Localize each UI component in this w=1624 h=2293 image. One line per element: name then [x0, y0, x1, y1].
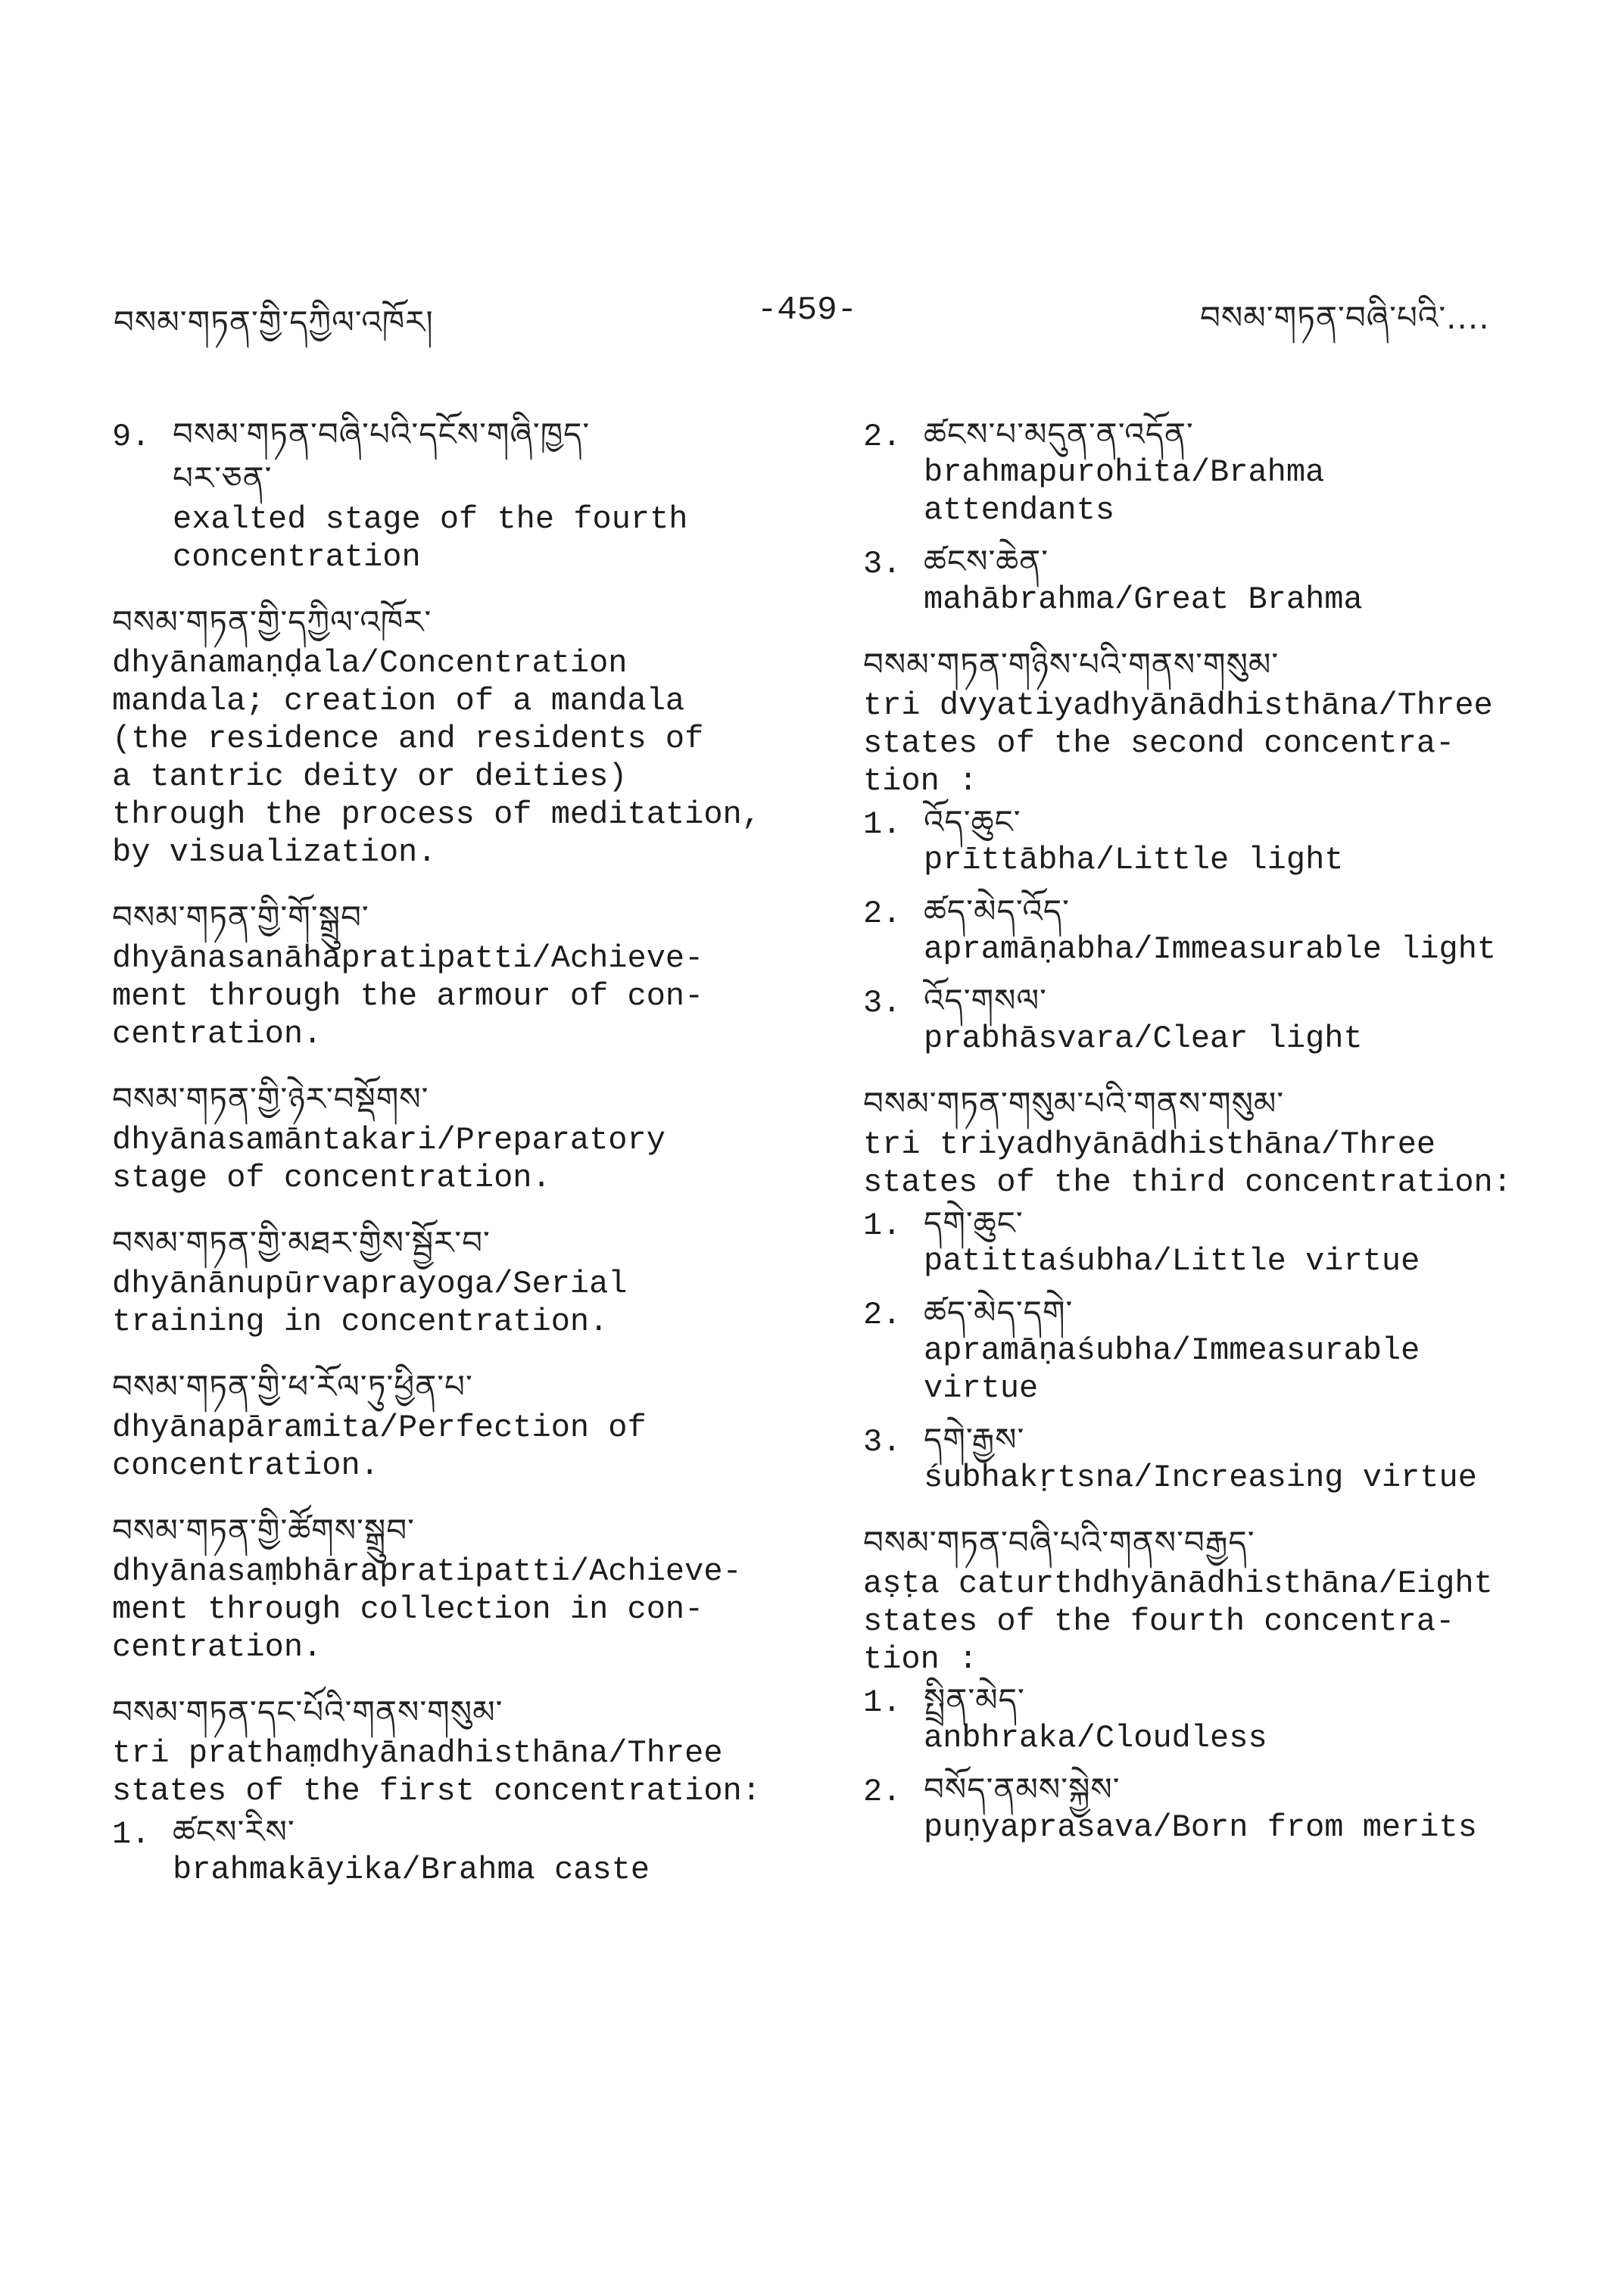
definition: dhyānānupūrvaprayoga/Serial training in concentration.: [112, 1266, 628, 1340]
definition: tri prathaṃdhyānadhisthāna/Three states of the first concentration:: [112, 1735, 761, 1809]
subitem-tibetan: འོད་གསལ་: [924, 982, 1047, 1019]
headword-tibetan: བསམ་གཏན་གྱི་མཐར་གྱིས་སྦྱོར་བ་: [112, 1224, 491, 1261]
headword-tibetan: བསམ་གཏན་གྱི་གོ་སྒྲུབ་: [112, 899, 369, 936]
headword-tibetan: བསམ་གཏན་གྱི་ཚོགས་སྒྲུབ་: [112, 1512, 415, 1549]
definition: dhyānapāramita/Perfection of concentration.: [112, 1410, 647, 1484]
headword-tibetan: བསམ་གཏན་གྱི་ཉེར་བསྡོགས་: [112, 1080, 429, 1117]
item-number: 9.: [112, 419, 151, 455]
item-number: 3.: [863, 1424, 902, 1460]
item-number: 3.: [863, 546, 902, 582]
subitem-definition: patittaśubha/Little virtue: [924, 1243, 1420, 1279]
item-number: 2.: [863, 1774, 902, 1810]
definition: dhyānasamāntakari/Preparatory stage of concentration.: [112, 1122, 665, 1196]
subitem-tibetan: སྤྲིན་མེད་: [924, 1681, 1025, 1718]
subitem-definition: śubhakṛtsna/Increasing virtue: [924, 1460, 1477, 1496]
dictionary-entry: [112, 1221, 793, 1341]
subitem-tibetan: བསོད་ནམས་སྐྱེས་: [924, 1771, 1121, 1808]
headword-tibetan: བསམ་གཏན་བཞི་པའི་གནས་བརྒྱད་: [863, 1524, 1255, 1561]
running-head-right: བསམ་གཏན་བཞི་པའི་....: [1200, 299, 1490, 336]
entry-continuation: [863, 413, 1529, 618]
definition: dhyānamaṇḍala/Concentration mandala; creation of a mandala (the residence and residents of a tantric deity or deities) through the process of meditation, by visualization.: [112, 645, 761, 871]
subitem-tibetan: ཚད་མེད་དགེ་: [924, 1294, 1074, 1331]
subitem-definition: puṇyaprasava/Born from merits: [924, 1809, 1477, 1846]
right-column: [863, 413, 1529, 1871]
dictionary-entry: [863, 643, 1529, 1058]
definition: tri triyadhyānādhisthāna/Three states of the third concentration:: [863, 1126, 1512, 1201]
page-number: -459-: [757, 291, 858, 329]
definition: dhyānasanāhapratipatti/Achieve- ment through the armour of con- centration.: [112, 940, 704, 1052]
item-number: 3.: [863, 985, 902, 1021]
headword-tibetan: བསམ་གཏན་བཞི་པའི་དངོས་གཞི་ཁྱད་: [173, 416, 591, 453]
item-number: 1.: [863, 1684, 902, 1721]
subitem-tibetan: ཚངས་པ་མདུན་ན་འདོན་: [924, 416, 1194, 453]
headword-tibetan: བསམ་གཏན་གྱི་དཀྱིལ་འཁོར་: [112, 603, 432, 640]
entry-item-9: [112, 413, 793, 576]
item-number: 2.: [863, 419, 902, 455]
headword-tibetan: བསམ་གཏན་གྱི་ཕ་རོལ་ཏུ་ཕྱིན་པ་: [112, 1368, 473, 1405]
subitem-definition: mahābrahma/Great Brahma: [924, 581, 1363, 618]
running-head-left: བསམ་གཏན་གྱི་དཀྱིལ་འཁོར།: [114, 304, 434, 341]
dictionary-entry: [112, 896, 793, 1053]
definition: aṣṭa caturthdhyānādhisthāna/Eight states of the fourth concentra- tion :: [863, 1566, 1493, 1678]
subitem-tibetan: ཚངས་རིས་: [173, 1813, 295, 1850]
dictionary-entry: [112, 1077, 793, 1197]
left-column: [112, 413, 793, 1913]
dictionary-entry: [112, 600, 793, 871]
subitem-definition: prabhāsvara/Clear light: [924, 1020, 1363, 1057]
item-number: 1.: [863, 1207, 902, 1244]
subitem-definition: brahmapurohita/Brahma attendants: [924, 454, 1325, 528]
definition: dhyānasaṃbhārapratipatti/Achieve- ment through collection in con- centration.: [112, 1553, 742, 1665]
subitem-definition: anbhraka/Cloudless: [924, 1720, 1267, 1756]
subitem-tibetan: ཚད་མེད་འོད་: [924, 893, 1071, 930]
headword-tibetan: བསམ་གཏན་དང་པོའི་གནས་གསུམ་: [112, 1693, 503, 1731]
dictionary-entry: [863, 1521, 1529, 1846]
definition: tri dvyatiyadhyānādhisthāna/Three states of the second concentra- tion :: [863, 687, 1493, 799]
dictionary-entry: [863, 1082, 1529, 1497]
headword-tibetan: བསམ་གཏན་གཉིས་པའི་གནས་གསུམ་: [863, 646, 1280, 683]
item-number: 2.: [863, 1297, 902, 1333]
dictionary-entry: [112, 1509, 793, 1666]
subitem-tibetan: འོད་ཆུང་: [924, 803, 1021, 840]
dictionary-entry: [112, 1690, 793, 1889]
dictionary-entry: [112, 1365, 793, 1485]
subitem-tibetan: ཚངས་ཆེན་: [924, 543, 1049, 580]
subitem-tibetan: དགེ་ཆུང་: [924, 1204, 1024, 1242]
subitem-definition: brahmakāyika/Brahma caste: [173, 1852, 650, 1888]
item-number: 2.: [863, 896, 902, 932]
definition: exalted stage of the fourth concentration: [173, 501, 688, 575]
subitem-definition: apramāṇabha/Immeasurable light: [924, 931, 1497, 967]
item-number: 1.: [863, 806, 902, 843]
item-number: 1.: [112, 1816, 151, 1852]
subitem-tibetan: དགེ་རྒྱས་: [924, 1421, 1025, 1458]
headword-tibetan-cont: པར་ཅན་: [173, 460, 273, 497]
subitem-definition: apramāṇaśubha/Immeasurable virtue: [924, 1332, 1420, 1407]
headword-tibetan: བསམ་གཏན་གསུམ་པའི་གནས་གསུམ་: [863, 1085, 1285, 1122]
subitem-definition: prīttābha/Little light: [924, 842, 1344, 878]
